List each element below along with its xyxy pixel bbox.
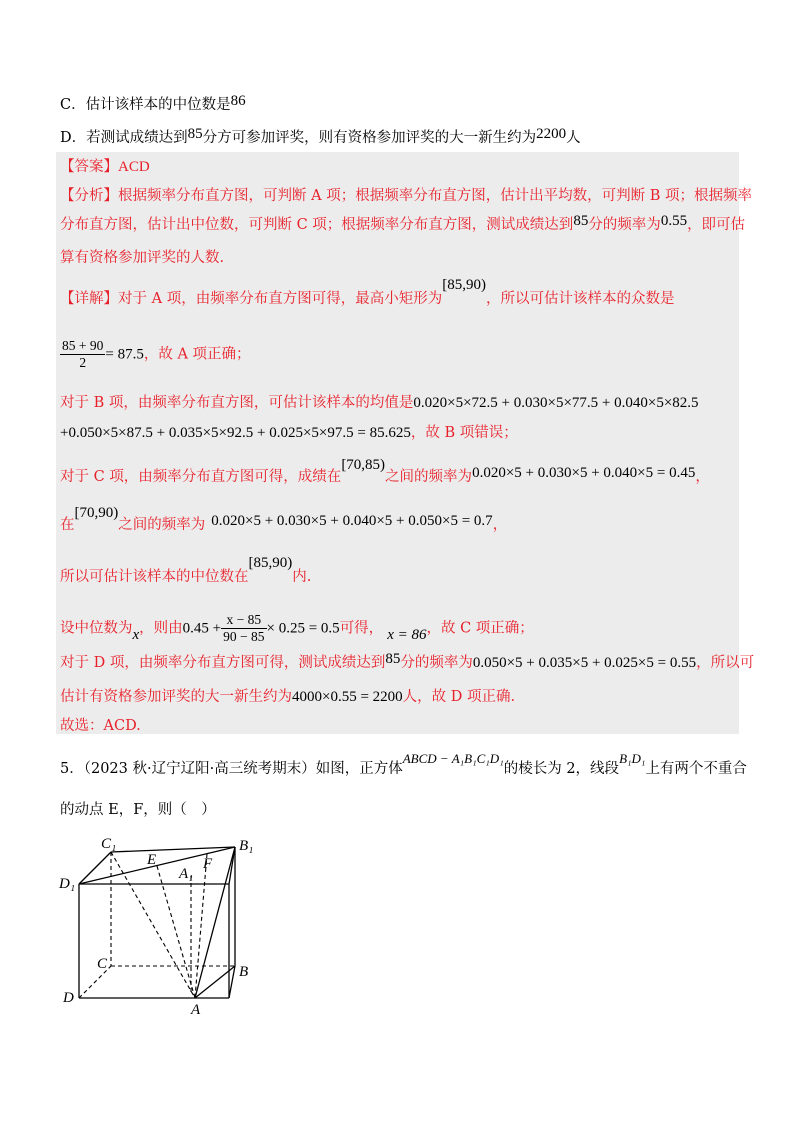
option-d — [60, 127, 581, 149]
question-5-line-2 — [60, 799, 216, 821]
analysis-text-3: 算有资格参加评奖的人数. — [60, 250, 225, 266]
detail-c-interval-1: [70,85) — [341, 457, 386, 473]
detail-a-line-2 — [60, 338, 251, 371]
detail-a-text-2: ，故 A 项正确； — [143, 346, 251, 363]
detail-a-equals: = 87.5 — [105, 346, 144, 363]
question-5-text-2: 的棱长为 2，线段 — [503, 761, 620, 777]
detail-a-text-1b: ，所以可估计该样本的众数是 — [485, 291, 675, 307]
option-d-text-1: D．若测试成绩达到 — [60, 130, 188, 146]
analysis-text-1: 根据频率分布直方图，可判断 A 项；根据频率分布直方图，估计出平均数，可判断 B 项；根据频率 — [118, 188, 753, 204]
question-5-cube: ABCD − A₁B₁C₁D₁ — [402, 751, 504, 766]
question-5-segment: B₁D₁ — [619, 751, 646, 766]
option-d-value-2: 2200 — [536, 126, 567, 142]
option-c — [60, 94, 246, 116]
label-c1: C₁ — [101, 836, 117, 852]
detail-d-text-1a: 对于 D 项，由频率分布直方图可得，测试成绩达到 — [60, 655, 386, 671]
option-c-label: C．估计该样本的中位数是 — [60, 97, 231, 113]
question-5-text-1: 如图，正方体 — [315, 761, 403, 777]
detail-c-text-2b: 之间的频率为 — [118, 517, 206, 533]
detail-c-text-2a: 在 — [60, 517, 75, 533]
detail-c-end-2: ， — [492, 517, 508, 533]
question-5-source: （2023 秋·辽宁辽阳·高三统考期末） — [83, 761, 316, 777]
label-a1: A₁ — [179, 866, 194, 882]
detail-d-text-1b: 分的频率为 — [400, 655, 473, 671]
answer-text: ACD — [118, 159, 150, 175]
analysis-value-055: 0.55 — [660, 213, 688, 229]
detail-c-frac-den: 90 − 85 — [223, 629, 265, 644]
detail-c-text-4b: ，则由 — [139, 620, 183, 637]
label-b: B — [239, 964, 249, 980]
detail-d-text-1c: ，所以可 — [696, 655, 755, 671]
detail-b-expr-1: 0.020×5×72.5 + 0.030×5×77.5 + 0.040×5×82.5 — [413, 395, 699, 411]
detail-c-expr-2: 0.020×5 + 0.030×5 + 0.040×5 + 0.050×5 = 0.7 — [211, 513, 493, 529]
label-d1: D₁ — [59, 876, 76, 892]
detail-a-fraction — [60, 338, 105, 371]
label-f: F — [203, 856, 213, 872]
detail-d-expr-2: 4000×0.55 = 2200 — [292, 689, 403, 705]
detail-c-expr-1: 0.020×5 + 0.030×5 + 0.040×5 = 0.45 — [472, 465, 696, 481]
question-5-line-1 — [60, 751, 747, 780]
detail-d-value-85: 85 — [385, 651, 401, 667]
detail-c-expr-post: × 0.25 = 0.5 — [266, 620, 340, 637]
detail-tag: 【详解】 — [60, 291, 118, 307]
analysis-text-2a: 分布直方图，估计出中位数，可判断 C 项；根据频率分布直方图，测试成绩达到 — [60, 217, 574, 233]
detail-a-frac-num: 85 + 90 — [62, 338, 104, 353]
detail-a-text-1: 对于 A 项，由频率分布直方图可得，最高小矩形为 — [118, 291, 443, 307]
answer-line — [60, 156, 150, 178]
detail-c-fraction — [221, 612, 266, 645]
label-e: E — [147, 852, 157, 868]
question-5-text-3: 上有两个不重合 — [645, 761, 747, 777]
detail-c-interval-2: [70,90) — [74, 505, 119, 521]
label-a: A — [191, 1002, 201, 1018]
detail-b-text-2: ，故 B 项错误； — [410, 425, 518, 441]
detail-c-end-1: ， — [695, 469, 710, 485]
analysis-tag: 【分析】 — [60, 188, 118, 204]
detail-c-text-4c: 可得， — [339, 620, 384, 637]
label-d: D — [63, 990, 74, 1006]
detail-a-interval: [85,90) — [442, 277, 486, 293]
detail-b-line-1 — [60, 392, 699, 414]
label-c: C — [97, 956, 108, 972]
detail-d-expr-1: 0.050×5 + 0.035×5 + 0.025×5 = 0.55 — [472, 655, 697, 671]
detail-d-line-1 — [60, 652, 754, 674]
analysis-text-2c: ，即可估 — [687, 217, 746, 233]
analysis-line-1 — [60, 185, 752, 207]
detail-c-line-4 — [60, 612, 534, 645]
detail-c-text-3b: 内. — [292, 569, 312, 585]
detail-c-frac-num: x − 85 — [221, 612, 266, 629]
detail-a-frac-den: 2 — [79, 355, 87, 370]
detail-final: 故选：ACD. — [60, 718, 141, 734]
cube-figure — [55, 828, 265, 1018]
detail-b-text-1: 对于 B 项，由频率分布直方图，可估计该样本的均值是 — [60, 395, 414, 411]
analysis-text-2b: 分的频率为 — [588, 217, 661, 233]
detail-c-text-1: 对于 C 项，由频率分布直方图可得，成绩在 — [60, 469, 342, 485]
question-5-text-4: 的动点 E，F，则（ ） — [60, 802, 216, 818]
option-d-text-2: 分方可参加评奖，则有资格参加评奖的大一新生约为 — [202, 130, 537, 146]
answer-tag: 【答案】 — [60, 159, 118, 175]
detail-d-text-2a: 估计有资格参加评奖的大一新生约为 — [60, 689, 292, 705]
label-b1: B₁ — [239, 838, 254, 854]
detail-c-text-1b: 之间的频率为 — [385, 469, 473, 485]
detail-d-line-2 — [60, 686, 515, 708]
detail-b-line-2 — [60, 422, 518, 444]
detail-c-expr-pre: 0.45 + — [182, 620, 222, 637]
detail-final-line — [60, 715, 141, 737]
analysis-line-2 — [60, 214, 745, 236]
question-5-number: 5． — [60, 761, 84, 777]
detail-c-var-x: x — [132, 626, 140, 643]
detail-c-interval-3: [85,90) — [248, 555, 293, 571]
detail-a-line-1 — [60, 277, 675, 310]
option-c-value: 86 — [230, 93, 246, 109]
detail-d-text-2b: 人，故 D 项正确. — [402, 689, 516, 705]
detail-c-result: x = 86 — [387, 626, 427, 643]
detail-c-text-3a: 所以可估计该样本的中位数在 — [60, 569, 249, 585]
detail-c-line-3 — [60, 555, 312, 588]
detail-c-line-1 — [60, 457, 710, 488]
analysis-value-85: 85 — [573, 213, 589, 229]
option-d-value-1: 85 — [187, 126, 203, 142]
detail-c-text-4d: ，故 C 项正确； — [426, 620, 534, 637]
detail-c-text-4a: 设中位数为 — [60, 620, 133, 637]
detail-c-line-2 — [60, 505, 508, 536]
option-d-text-3: 人 — [566, 130, 581, 146]
analysis-line-3 — [60, 247, 224, 269]
detail-b-expr-2: +0.050×5×87.5 + 0.035×5×92.5 + 0.025×5×97.5 = 85.625 — [60, 425, 411, 441]
